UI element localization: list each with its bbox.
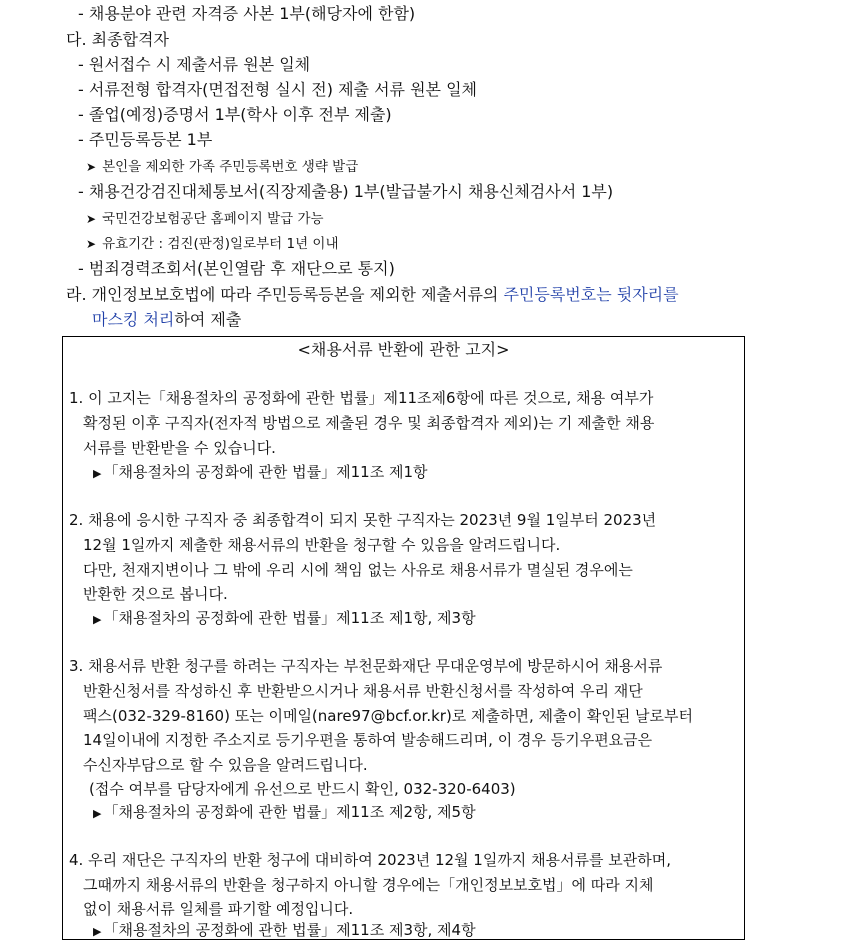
notice-paragraph-line: 다만, 천재지변이나 그 밖에 우리 시에 책임 없는 사유로 채용서류가 멸실된 경우에는 [83,561,633,579]
triangle-icon: ▶ [93,467,102,480]
triangle-icon: ▶ [93,925,102,938]
list-item: - 범죄경력조회서(본인열람 후 재단으로 통지) [78,259,395,278]
list-item: - 졸업(예정)증명서 1부(학사 이후 전부 제출) [78,105,392,124]
legal-reference: ▶ 「채용절차의 공정화에 관한 법률」제11조 제2항, 제5항 [93,803,476,821]
triangle-icon: ▶ [93,613,102,626]
notice-paragraph-line: 서류를 반환받을 수 있습니다. [83,439,276,457]
notice-paragraph-line: 없이 채용서류 일체를 파기할 예정입니다. [83,900,354,918]
notice-paragraph-line: 4. 우리 재단은 구직자의 반환 청구에 대비하여 2023년 12월 1일까지 채용서류를 보관하며, [69,851,672,869]
list-item: - 채용분야 관련 자격증 사본 1부(해당자에 한함) [78,4,416,23]
arrowhead-icon: ➤ [86,212,97,226]
arrowhead-icon: ➤ [86,160,97,174]
notice-title: <채용서류 반환에 관한 고지> [297,340,510,359]
notice-paragraph-line: 12월 1일까지 제출한 채용서류의 반환을 청구할 수 있음을 알려드립니다. [83,536,561,554]
list-item: - 원서접수 시 제출서류 원본 일체 [78,55,311,74]
list-item: - 채용건강검진대체통보서(직장제출용) 1부(발급불가시 채용신체검사서 1부) [78,182,614,201]
list-item: - 서류전형 합격자(면접전형 실시 전) 제출 서류 원본 일체 [78,80,477,99]
notice-paragraph-line: 14일이내에 지정한 주소지로 등기우편을 통하여 발송해드리며, 이 경우 등기우편요금은 [83,731,653,749]
notice-paragraph-line: 1. 이 고지는「채용절차의 공정화에 관한 법률」제11조제6항에 따른 것으로, 채용 여부가 [69,389,654,407]
notice-paragraph-line: 2. 채용에 응시한 구직자 중 최종합격이 되지 못한 구직자는 2023년 9월 1일부터 2023년 [69,511,657,529]
notice-paragraph-line: 수신자부담으로 할 수 있음을 알려드립니다. [83,756,368,774]
notice-paragraph-line: 팩스(032-329-8160) 또는 이메일(nare97@bcf.or.kr)로 제출하면, 제출이 확인된 날로부터 [83,707,693,725]
notice-paragraph-line: (접수 여부를 담당자에게 유선으로 반드시 확인, 032-320-6403) [89,780,516,798]
sub-list-item: ➤ 본인을 제외한 가족 주민등록번호 생략 발급 [86,156,358,178]
list-item: - 주민등록등본 1부 [78,130,213,149]
section-heading-final: 다. 최종합격자 [66,30,169,49]
sub-list-item: ➤ 유효기간 : 검진(판정)일로부터 1년 이내 [86,233,339,255]
legal-reference: ▶ 「채용절차의 공정화에 관한 법률」제11조 제1항 [93,463,428,481]
arrowhead-icon: ➤ [86,237,97,251]
notice-paragraph-line: 그때까지 채용서류의 반환을 청구하지 아니할 경우에는「개인정보보호법」에 따라 지체 [83,876,654,894]
sub-list-item: ➤ 국민건강보험공단 홈페이지 발급 가능 [86,208,324,230]
notice-paragraph-line: 반환한 것으로 봅니다. [83,585,228,603]
legal-reference: ▶ 「채용절차의 공정화에 관한 법률」제11조 제3항, 제4항 [93,921,476,939]
masking-instruction: 라. 개인정보보호법에 따라 주민등록등본을 제외한 제출서류의 주민등록번호는 뒷자리를 [66,285,679,304]
notice-box [62,336,745,940]
notice-paragraph-line: 3. 채용서류 반환 청구를 하려는 구직자는 부천문화재단 무대운영부에 방문하시어 채용서류 [69,657,663,675]
legal-reference: ▶ 「채용절차의 공정화에 관한 법률」제11조 제1항, 제3항 [93,609,476,627]
triangle-icon: ▶ [93,807,102,820]
masking-instruction-cont: 마스킹 처리하여 제출 [92,310,242,329]
notice-paragraph-line: 반환신청서를 작성하신 후 반환받으시거나 채용서류 반환신청서를 작성하여 우리 재단 [83,682,643,700]
notice-paragraph-line: 확정된 이후 구직자(전자적 방법으로 제출된 경우 및 최종합격자 제외)는 기 제출한 채용 [83,414,655,432]
